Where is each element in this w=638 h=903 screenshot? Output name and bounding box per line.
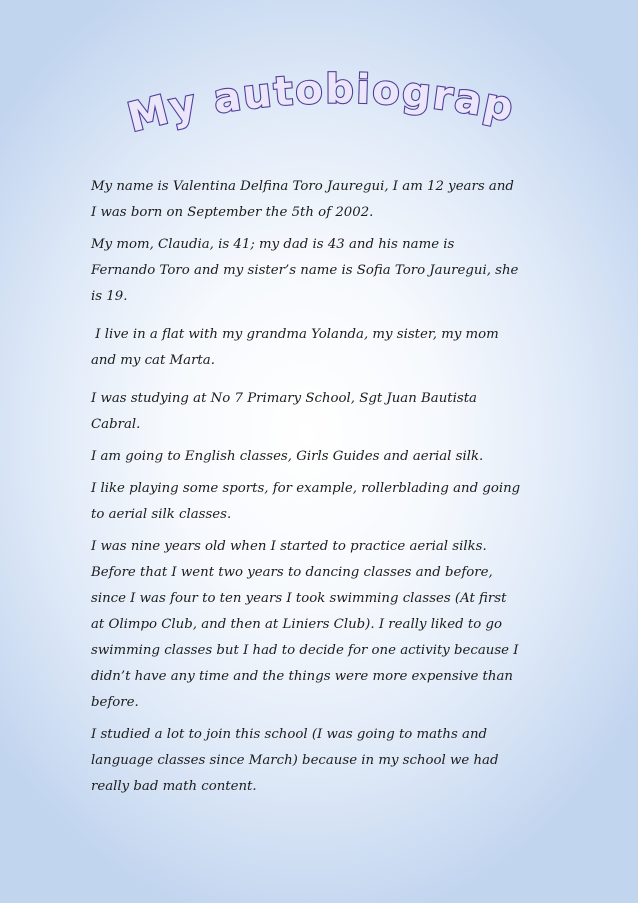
paragraph-sports: I like playing some sports, for example, rollerblading and going to aerial silk classes. <box>91 481 521 522</box>
title-text: My autobiography <box>112 36 519 142</box>
paragraph-name-birth: My name is Valentina Delfina Toro Jauregui, I am 12 years and I was born on September the 5th of 2002. <box>91 179 514 220</box>
paragraph-family: My mom, Claudia, is 41; my dad is 43 and his name is Fernando Toro and my sister’s name is Sofia Toro Jauregui, she is 19. <box>91 237 519 304</box>
paragraph-school: I was studying at No 7 Primary School, Sgt Juan Bautista Cabral. <box>91 391 477 432</box>
document-title <box>112 36 519 142</box>
paragraph-classes: I am going to English classes, Girls Guides and aerial silk. <box>91 449 484 464</box>
paragraph-home: I live in a flat with my grandma Yolanda, my sister, my mom and my cat Marta. <box>91 327 499 368</box>
paragraph-activities-history: I was nine years old when I started to practice aerial silks. Before that I went two years to dancing classes and before, since I was four to ten years I took swimming classes (At first at Olimpo Club, and then at Liniers Club). I really liked to go swimming classes but I had to decide for one activity because I didn’t have any time and the things were more expensive than before. <box>91 539 519 710</box>
title-wordart <box>112 36 519 142</box>
paragraph-studies: I studied a lot to join this school (I was going to maths and language classes since March) because in my school we had really bad math content. <box>91 727 499 794</box>
document-body <box>91 174 551 800</box>
svg-text:My autobiography <box>113 36 519 141</box>
